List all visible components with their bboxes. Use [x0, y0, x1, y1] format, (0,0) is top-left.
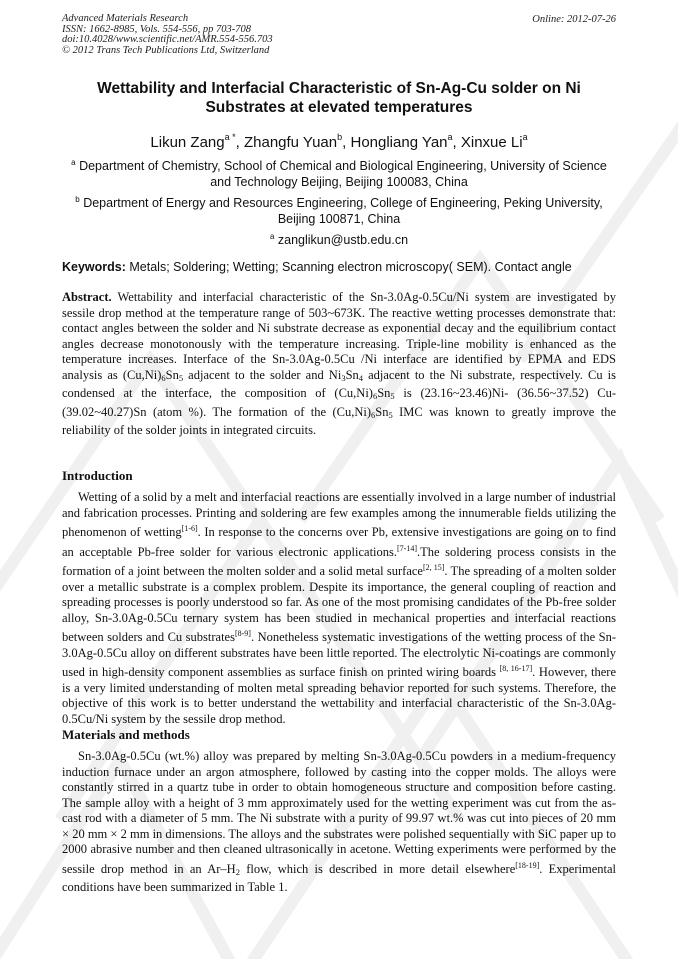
contact-email: [62, 229, 616, 248]
introduction-heading: Introduction: [62, 468, 133, 483]
journal-name: Advanced Materials Research: [62, 13, 189, 24]
title-line-1: Wettability and Interfacial Characteristic of Sn-Ag-Cu solder on Ni: [97, 80, 581, 97]
keywords-text: Metals; Soldering; Wetting; Scanning electron microscopy( SEM). Contact angle: [129, 260, 572, 274]
methods-heading: Materials and methods: [62, 727, 190, 742]
affiliation-b: [62, 192, 616, 227]
author-mark: a *: [224, 132, 236, 142]
keywords-label: Keywords:: [62, 260, 126, 274]
online-date: Online: 2012-07-26: [532, 14, 616, 25]
copyright-line: © 2012 Trans Tech Publications Ltd, Switzerland: [62, 44, 270, 56]
doi-line: doi:10.4028/www.scientific.net/AMR.554-556.703: [62, 34, 273, 45]
affiliation-mark: a: [71, 158, 76, 167]
affiliation-a-line-1: Department of Chemistry, School of Chemical and Biological Engineering, University of Science: [79, 159, 607, 173]
author-mark: a: [447, 132, 453, 142]
journal-header: [62, 14, 273, 56]
author-name: Likun Zang: [150, 134, 225, 151]
author-name: Zhangfu Yuan: [243, 134, 338, 151]
abstract-label: Abstract.: [62, 290, 112, 304]
affiliation-mark: b: [75, 195, 80, 204]
affiliation-b-line-2: Beijing 100871, China: [277, 212, 401, 226]
author-name: Xinxue Li: [460, 134, 523, 151]
issn-line: ISSN: 1662-8985, Vols. 554-556, pp 703-708: [62, 23, 251, 35]
affiliation-a: [62, 155, 616, 190]
title-line-2: Substrates at elevated temperatures: [205, 99, 473, 116]
affiliation-a-line-2: and Technology Beijing, Beijing 100083, China: [210, 175, 468, 189]
methods-paragraph: Sn-3.0Ag-0.5Cu (wt.%) alloy was prepared by melting Sn-3.0Ag-0.5Cu powders in a medium-frequency induction furnace under an argon atmosphere, followed by casting into the copper molds. The alloys were constantly stirred in a quartz tube in order to obtain homogeneous structure and composition before casting. The sample alloy with a height of 3 mm approximately used for the wetting experiment was cut from the as-cast rod with a diameter of 5 mm. The Ni substrate with a purity of 99.97 wt.% was cut into pieces of 20 mm × 20 mm × 2 mm in dimensions. The alloys and the substrates were polished sequentially with SiC paper up to 2000 abrasive number and then cleaned ultrasonically in acetone. Wetting experiments were performed by the sessile drop method in an $Ar-H_2$ flow, which is described in more detail elsewhere[18-19]. Experimental conditions have been summarized in Table 1.: [62, 749, 616, 894]
citation: [8-9]: [234, 629, 251, 638]
author-mark: b: [337, 132, 343, 142]
paper-title: [62, 79, 616, 117]
affiliation-b-line-1: Department of Energy and Resources Engineering, College of Engineering, Peking University,: [83, 196, 603, 210]
keywords: [62, 259, 622, 275]
introduction-paragraph: Wetting of a solid by a melt and interfacial reactions are essentially involved in a large number of industrial and fabrication processes. Printing and soldering are few examples among the innumerable fields utilizing the phenomenon of wetting[1-6]. In response to the concerns over Pb, extensive investigations are going on to find an acceptable Pb-free solder for various electronic applications.[7-14].The soldering process consists in the formation of a joint between the molten solder and a solid metal surface[2, 15]. The spreading of a molten solder over a metallic substrate is a complex problem. Despite its importance, the general coupling of reaction and spreading processes is poorly understood so far. As one of the most promising candidates of the Pb-free solder alloy, Sn-3.0Ag-0.5Cu ternary system has been studied in mechanical properties and interfacial reactions between solders and Cu substrates[8-9]. Nonetheless systematic investigations of the wetting process of the Sn-3.0Ag-0.5Cu alloy on different substrates have been little reported. The electrolytic Ni-coatings are commonly used in high-density component assemblies as surface finish on printed wiring boards [8, 16-17]. However, there is a very limited understanding of molten metal spreading behavior reported for such systems. Therefore, the objective of this work is to better understand the wettability and interfacial characteristic of the Sn-3.0Ag-0.5Cu/Ni system by the sessile drop method.: [62, 490, 617, 726]
author-list: Likun Zang$^{a *}$, Zhangfu Yuan$^b$, Hongliang Yan$^a$, Xinxue Li$^a$: [150, 132, 528, 151]
author-mark: a: [522, 132, 528, 142]
abstract: Abstract. Wettability and interfacial characteristic of the Sn-3.0Ag-0.5Cu/Ni system are investigated by sessile drop method at the temperature range of 503~673K. The reactive wetting processes demonstrate that: contact angles between the solder and Ni substrate decrease as exponential decay and the equilibrium contact angles decrease monotonously with the temperature increasing. Triple-line mobility is enhanced as the temperature increases. Interface of the Sn-3.0Ag-0.5Cu /Ni interface are identified by EPMA and EDS analysis as $(Cu,Ni)_6Sn_5$ adjacent to the solder and $Ni_3Sn_4$ adjacent to the Ni substrate, respectively. Cu is condensed at the interface, the composition of $(Cu,Ni)_6Sn_5$ is (23.16~23.46)Ni- (36.56~37.52) Cu-(39.02~40.27)Sn (atom %). The formation of the $(Cu,Ni)_6Sn_5$ IMC was known to greatly improve the reliability of the solder joints in integrated circuits.: [62, 290, 617, 437]
email-mark: a: [269, 232, 275, 241]
email-address[interactable]: zanglikun@ustb.edu.cn: [277, 233, 409, 247]
citation: [2, 15]: [422, 563, 445, 572]
citation: [8, 16-17]: [499, 664, 533, 673]
citation: [1-6]: [181, 524, 198, 533]
citation: [7-14]: [397, 543, 418, 553]
author-name: Hongliang Yan: [350, 134, 448, 151]
citation: [18-19]: [515, 860, 540, 870]
